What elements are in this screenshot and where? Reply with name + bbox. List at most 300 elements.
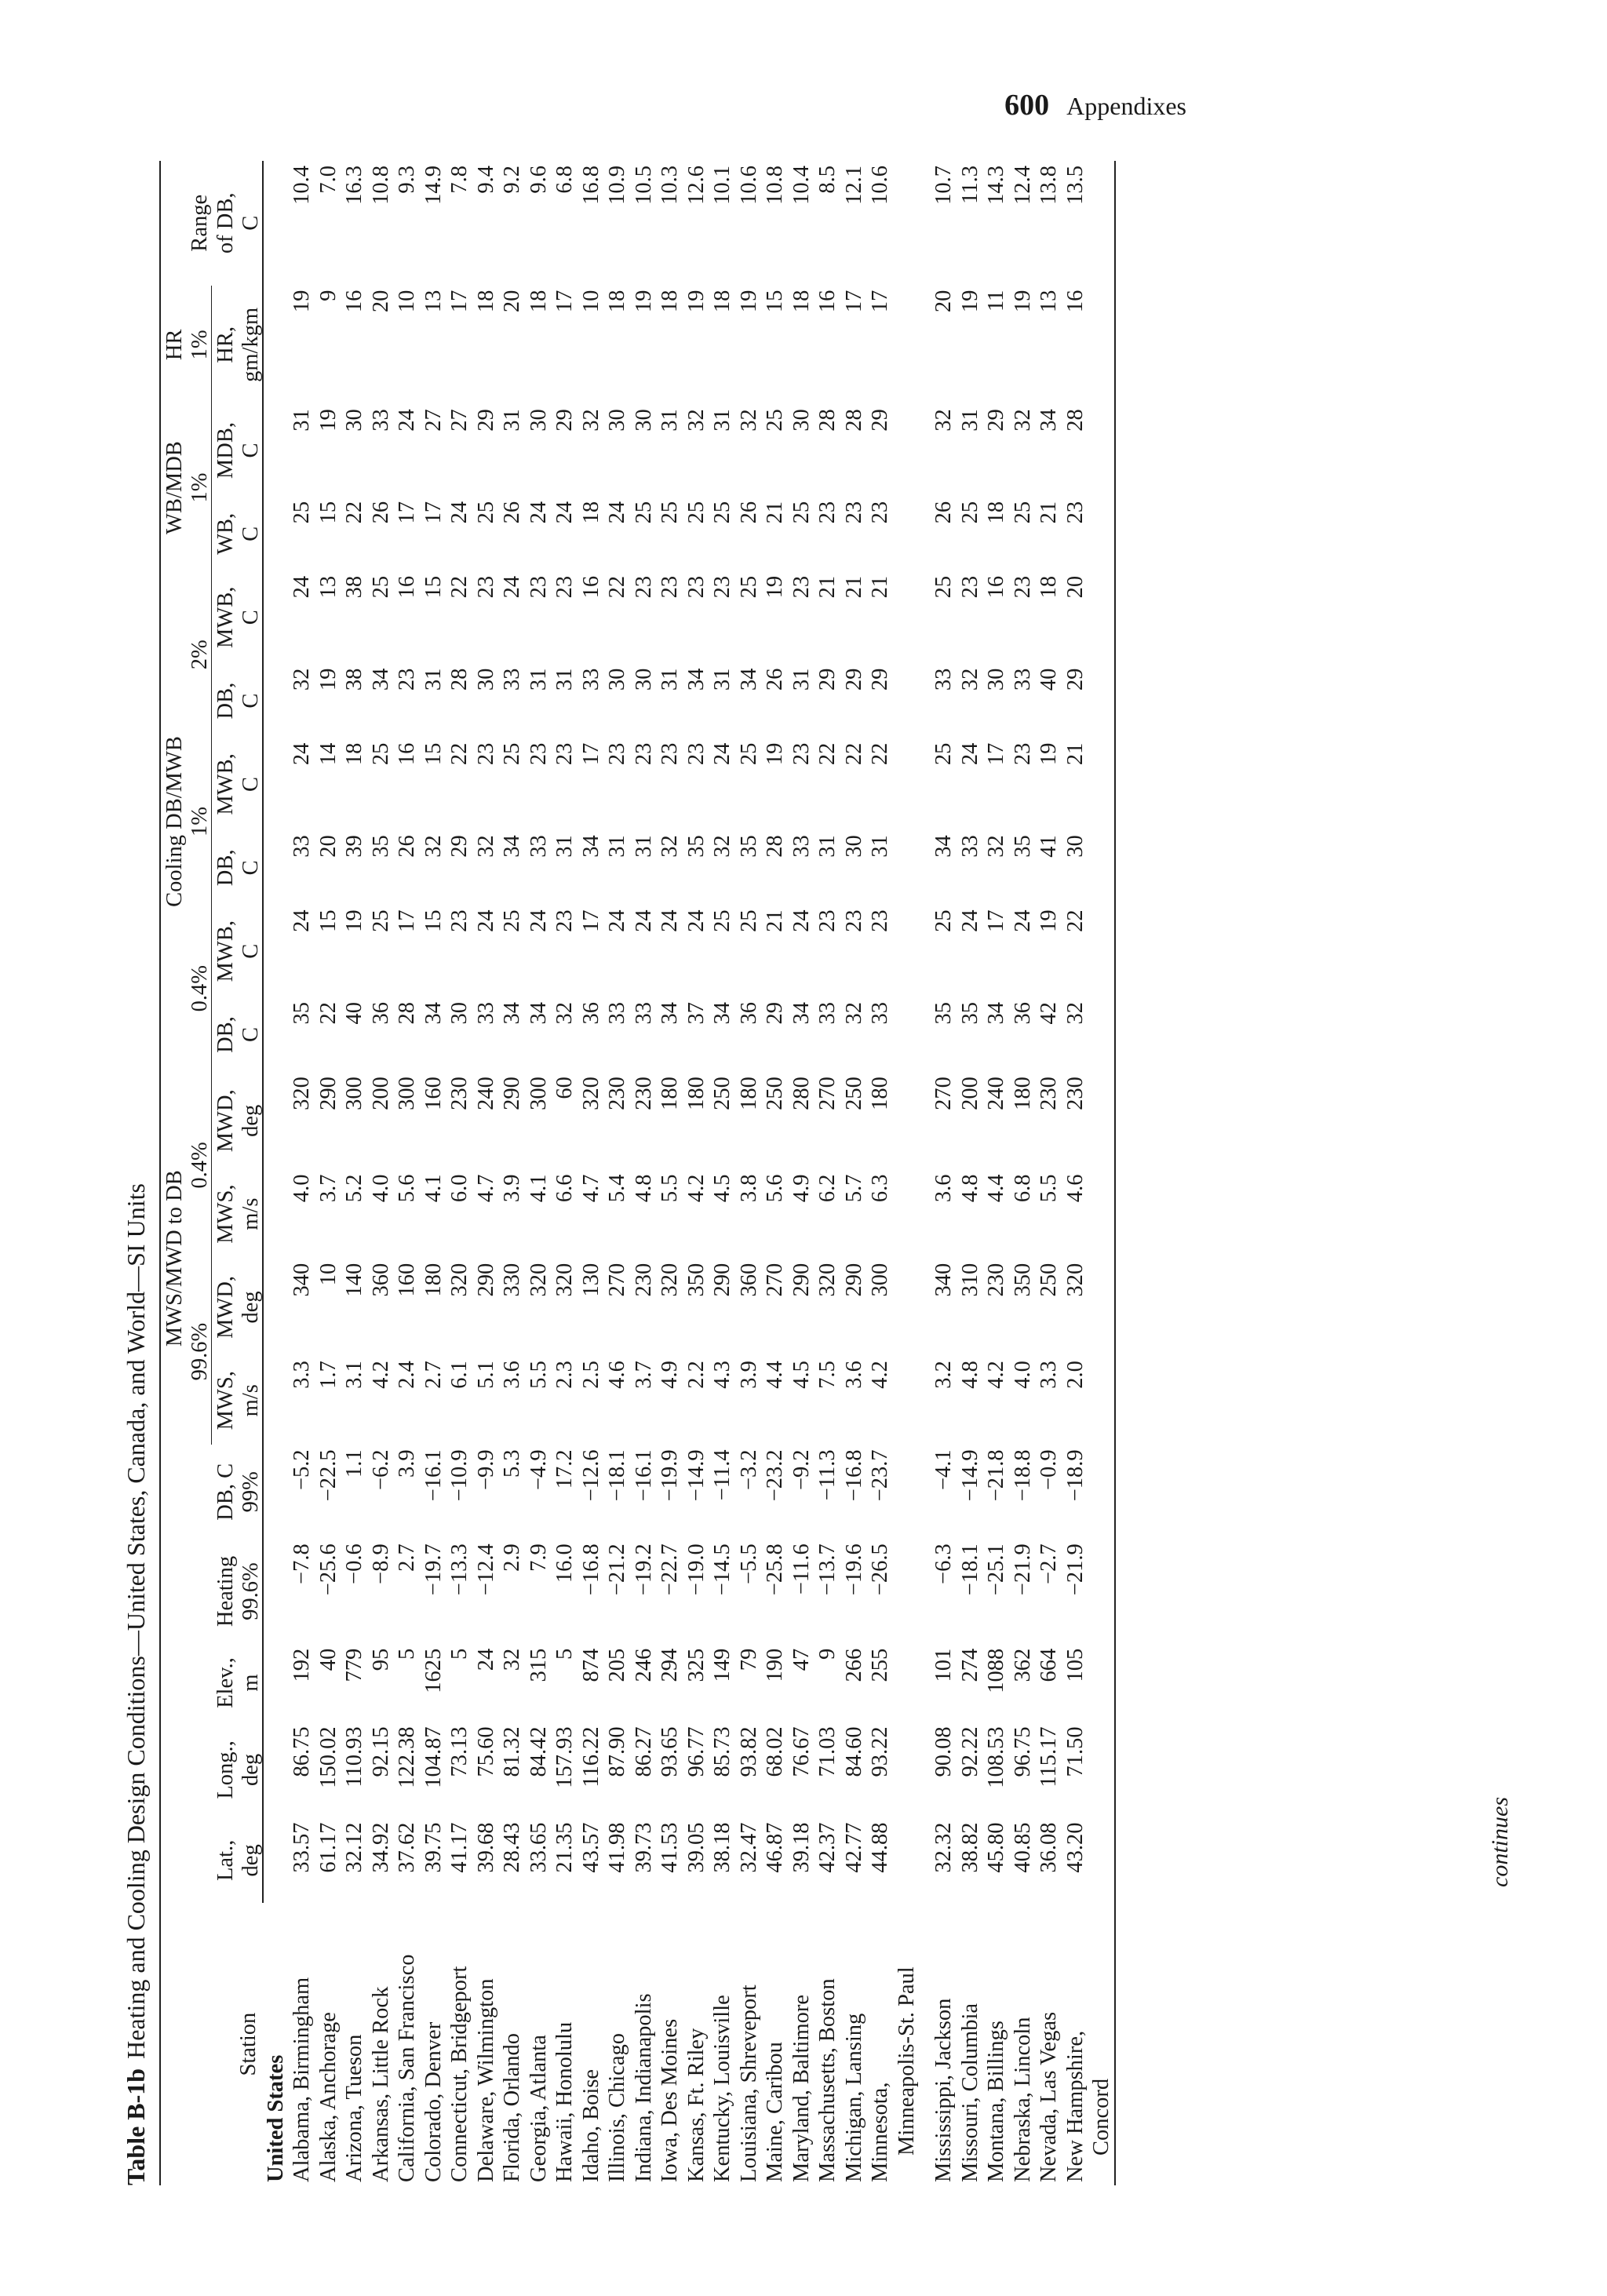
table-cell: 24 <box>1010 909 1035 932</box>
table-cell: 294 <box>658 1648 682 1682</box>
table-cell: 19 <box>1037 909 1061 932</box>
table-cell: 36 <box>578 1002 603 1025</box>
table-cell: 30 <box>447 1002 472 1025</box>
table-cell: 75.60 <box>473 1726 498 1777</box>
table-cell: 15 <box>315 501 341 524</box>
table-cell: 9.3 <box>395 166 419 194</box>
table-cell: 19 <box>763 742 787 766</box>
header-lat-unit: deg <box>237 1818 263 1904</box>
table-cell: 17 <box>578 909 603 932</box>
table-cell: −5.5 <box>736 1543 761 1584</box>
table-cell: 34 <box>1037 409 1061 432</box>
table-row <box>552 161 579 2185</box>
table-row <box>763 161 789 2185</box>
table-cell: 779 <box>342 1648 366 1682</box>
table-cell <box>894 1722 920 1817</box>
header-mws-a-unit: m/s <box>237 1356 263 1445</box>
table-cell: 18 <box>473 290 498 313</box>
table-cell: −19.9 <box>658 1449 682 1502</box>
table-cell: 25 <box>763 409 787 432</box>
table-cell <box>1089 997 1116 1072</box>
table-cell: 190 <box>763 1648 787 1682</box>
table-cell: 26 <box>368 501 393 524</box>
header-mws-a: MWS, <box>213 1371 238 1430</box>
table-cell: 32 <box>290 668 314 691</box>
table-cell: 23 <box>631 742 656 766</box>
table-cell: 360 <box>368 1263 393 1297</box>
table-cell: 274 <box>957 1648 982 1682</box>
table-cell: 40 <box>315 1648 341 1671</box>
table-cell: 5.1 <box>473 1361 498 1389</box>
table-cell: 18 <box>710 290 734 313</box>
station-name: Florida, Orlando <box>500 2033 524 2182</box>
table-cell: 230 <box>447 1077 472 1110</box>
table-cell: 10.4 <box>290 166 314 205</box>
table-cell <box>894 1356 920 1445</box>
table-cell: 157.93 <box>552 1726 577 1788</box>
table-cell <box>894 1818 920 1904</box>
table-cell: 14 <box>315 742 341 766</box>
table-cell: 6.6 <box>552 1174 577 1203</box>
header-db-04-unit: C <box>237 997 263 1072</box>
table-cell: 32 <box>658 835 682 858</box>
table-cell: 340 <box>931 1263 956 1297</box>
station-name: Michigan, Lansing <box>841 2013 866 2182</box>
table-cell: −10.9 <box>447 1449 472 1502</box>
table-cell: 20 <box>1062 575 1088 599</box>
table-cell: 34 <box>578 835 603 858</box>
table-cell: 240 <box>473 1077 498 1110</box>
table-cell: 23 <box>868 501 892 524</box>
header-db-1: DB, <box>213 849 238 887</box>
table-cell: 5.6 <box>395 1174 419 1203</box>
table-cell: −16.1 <box>421 1449 446 1502</box>
table-row <box>841 161 868 2185</box>
table-cell: 320 <box>526 1263 551 1297</box>
table-cell: 22 <box>342 501 366 524</box>
table-cell: 35 <box>736 835 761 858</box>
table-cell: 33 <box>957 835 982 858</box>
table-cell: 28 <box>763 835 787 858</box>
header-mws-99-6: 99.6% <box>186 1259 212 1445</box>
table-cell: 270 <box>815 1077 840 1110</box>
header-mwb-2: MWB, <box>213 586 238 648</box>
table-cell: 25 <box>931 909 956 932</box>
table-cell: 25 <box>368 909 393 932</box>
table-cell: 266 <box>841 1648 866 1682</box>
table-cell: 32 <box>683 409 709 432</box>
table-cell: 4.7 <box>473 1174 498 1203</box>
table-cell: 3.9 <box>500 1174 524 1203</box>
table-cell: 4.2 <box>984 1361 1008 1389</box>
table-cell: 39.73 <box>631 1822 656 1873</box>
table-cell: 25 <box>736 575 761 599</box>
table-cell: 2.3 <box>552 1361 577 1389</box>
table-cell: 18 <box>789 290 814 313</box>
table-cell: 33 <box>500 668 524 691</box>
table-cell: 32 <box>1010 409 1035 432</box>
table-cell <box>1089 830 1116 905</box>
station-name: Maine, Caribou <box>763 2042 787 2182</box>
table-cell: 29 <box>868 409 892 432</box>
table-cell: 29 <box>447 835 472 858</box>
header-heating-unit: 99.6% <box>237 1539 263 1644</box>
table-cell: −6.2 <box>368 1449 393 1491</box>
running-header <box>1004 88 1186 122</box>
table-cell: 35 <box>1010 835 1035 858</box>
table-cell: 5.6 <box>763 1174 787 1203</box>
table-cell: 13 <box>1037 290 1061 313</box>
station-name: Connecticut, Bridgeport <box>447 1966 472 2182</box>
table-cell: 31 <box>605 835 629 858</box>
table-cell: 280 <box>789 1077 814 1110</box>
table-cell: 7.9 <box>526 1543 551 1572</box>
table-cell: 25 <box>290 501 314 524</box>
table-cell: 25 <box>500 742 524 766</box>
table-cell: 37 <box>683 1002 709 1025</box>
header-range-line1: Range <box>188 194 212 252</box>
table-cell: 19 <box>763 575 787 599</box>
table-cell: 36 <box>368 1002 393 1025</box>
page-number: 600 <box>1004 89 1050 122</box>
table-cell: 81.32 <box>500 1726 524 1777</box>
table-cell: 240 <box>984 1077 1008 1110</box>
table-cell: 40 <box>342 1002 366 1025</box>
table-cell: 12.6 <box>683 166 709 205</box>
table-cell: 21 <box>868 575 892 599</box>
table-cell: 230 <box>1037 1077 1061 1110</box>
table-cell: 24 <box>683 909 709 932</box>
table-cell: 20 <box>500 290 524 313</box>
station-name: Missouri, Columbia <box>957 2003 982 2182</box>
table-cell: 4.9 <box>658 1361 682 1389</box>
table-cell: 47 <box>789 1648 814 1671</box>
table-cell: 15 <box>421 909 446 932</box>
table-cell: 10.6 <box>868 166 892 205</box>
table-cell: 16 <box>984 575 1008 599</box>
table-cell: 93.82 <box>736 1726 761 1777</box>
table-cell: 10.8 <box>763 166 787 205</box>
table-cell: 31 <box>868 835 892 858</box>
table-cell: 29 <box>1062 668 1088 691</box>
table-cell: 30 <box>526 409 551 432</box>
table-cell: 290 <box>473 1263 498 1297</box>
table-cell <box>894 1170 920 1259</box>
table-cell: 21.35 <box>552 1822 577 1873</box>
table-cell: 18 <box>578 501 603 524</box>
table-cell: 24 <box>957 742 982 766</box>
table-cell: 23 <box>957 575 982 599</box>
table-cell: 350 <box>683 1263 709 1297</box>
table-cell: 34 <box>736 668 761 691</box>
table-cell <box>1089 664 1116 738</box>
table-cell: 32 <box>552 1002 577 1025</box>
table-cell: 4.2 <box>368 1361 393 1389</box>
table-cell: 104.87 <box>421 1726 446 1788</box>
table-cell: 29 <box>473 409 498 432</box>
table-cell: 30 <box>789 409 814 432</box>
table-cell: 38 <box>342 668 366 691</box>
table-row <box>395 161 421 2185</box>
header-group-hr: HR <box>160 286 186 405</box>
table-cell: 23 <box>526 742 551 766</box>
table-cell: 1625 <box>421 1648 446 1693</box>
table-cell: 33 <box>368 409 393 432</box>
station-name: New Hampshire, <box>1062 2030 1088 2182</box>
table-cell: 23 <box>841 909 866 932</box>
table-cell: 874 <box>578 1648 603 1682</box>
table-cell: −12.4 <box>473 1543 498 1596</box>
table-cell: 180 <box>1010 1077 1035 1110</box>
header-dbc: DB, C <box>213 1463 238 1521</box>
header-mwb-1-unit: C <box>237 738 263 831</box>
table-cell: 26 <box>931 501 956 524</box>
table-cell: 37.62 <box>395 1822 419 1873</box>
table-cell: 25 <box>789 501 814 524</box>
table-cell: 2.0 <box>1062 1361 1088 1389</box>
table-cell: −3.2 <box>736 1449 761 1491</box>
header-mdb-unit: C <box>237 404 263 497</box>
table-cell: 10.1 <box>710 166 734 205</box>
table-cell: 250 <box>763 1077 787 1110</box>
table-cell: 39.68 <box>473 1822 498 1873</box>
table-cell: 21 <box>763 501 787 524</box>
table-cell: 320 <box>552 1263 577 1297</box>
table-cell: 24 <box>526 501 551 524</box>
table-cell: −9.2 <box>789 1449 814 1491</box>
table-cell: 16 <box>815 290 840 313</box>
table-cell: 17 <box>421 501 446 524</box>
station-name: Hawaii, Honolulu <box>552 2021 577 2182</box>
table-cell: 25 <box>368 742 393 766</box>
table-cell: 35 <box>957 1002 982 1025</box>
running-header-title: Appendixes <box>1066 92 1186 120</box>
table-cell: 39 <box>342 835 366 858</box>
table-cell: 18 <box>342 742 366 766</box>
table-cell <box>1089 738 1116 831</box>
table-cell: 25 <box>736 909 761 932</box>
header-heating: Heating <box>213 1555 238 1627</box>
table-cell: 150.02 <box>315 1726 341 1788</box>
table-cell: −19.7 <box>421 1543 446 1596</box>
table-cell: 25 <box>710 501 734 524</box>
table-cell: −13.3 <box>447 1543 472 1596</box>
table-cell: −22.5 <box>315 1449 341 1502</box>
table-cell <box>894 664 920 738</box>
table-cell: 19 <box>1037 742 1061 766</box>
table-row <box>815 161 842 2185</box>
table-cell: 61.17 <box>315 1822 341 1873</box>
table-cell: 33.57 <box>290 1822 314 1873</box>
table-cell: 28 <box>447 668 472 691</box>
table-row <box>789 161 815 2185</box>
table-cell: 15 <box>421 575 446 599</box>
table-row <box>957 161 984 2185</box>
table-cell: 10.8 <box>368 166 393 205</box>
table-row <box>500 161 527 2185</box>
table-cell: 25 <box>957 501 982 524</box>
table-cell: 46.87 <box>763 1822 787 1873</box>
table-cell: 4.0 <box>1010 1361 1035 1389</box>
table-cell: 32 <box>736 409 761 432</box>
table-cell: 4.2 <box>868 1361 892 1389</box>
table-cell: 28 <box>815 409 840 432</box>
table-cell: 320 <box>447 1263 472 1297</box>
header-cooling-0-4: 0.4% <box>186 905 212 1072</box>
table-cell: 2.2 <box>683 1361 709 1389</box>
table-cell: 16.8 <box>578 166 603 205</box>
station-name: Idaho, Boise <box>578 2068 603 2182</box>
table-cell: 23 <box>473 575 498 599</box>
table-cell: 4.3 <box>710 1361 734 1389</box>
table-cell: 71.50 <box>1062 1726 1088 1777</box>
table-cell: 22 <box>815 742 840 766</box>
station-name: Kansas, Ft. Riley <box>683 2028 709 2182</box>
table-row <box>315 161 342 2185</box>
station-name: Louisiana, Shreveport <box>736 1984 761 2182</box>
table-cell: 33.65 <box>526 1822 551 1873</box>
table-cell: 15 <box>421 742 446 766</box>
table-cell: 5.2 <box>342 1174 366 1203</box>
table-cell: 32 <box>473 835 498 858</box>
table-cell: 16 <box>395 742 419 766</box>
table-cell: 4.1 <box>421 1174 446 1203</box>
table-cell: 31 <box>957 409 982 432</box>
table-cell: 180 <box>868 1077 892 1110</box>
table-cell: 19 <box>683 290 709 313</box>
table-cell: 320 <box>658 1263 682 1297</box>
table-cell: 34.92 <box>368 1822 393 1873</box>
table-cell: 96.77 <box>683 1726 709 1777</box>
table-cell: 96.75 <box>1010 1726 1035 1777</box>
table-cell: −22.7 <box>658 1543 682 1596</box>
table-cell: 30 <box>984 668 1008 691</box>
table-cell: 33 <box>868 1002 892 1025</box>
table-cell: 39.05 <box>683 1822 709 1873</box>
table-cell: 350 <box>1010 1263 1035 1297</box>
table-cell: 32.12 <box>342 1822 366 1873</box>
header-mwb-04-unit: C <box>237 905 263 997</box>
header-wb-unit: C <box>237 497 263 571</box>
table-cell: 14.9 <box>421 166 446 205</box>
rotated-table-block <box>122 161 1487 2185</box>
table-cell <box>894 571 920 664</box>
table-row <box>683 161 710 2185</box>
table-cell: 9.6 <box>526 166 551 194</box>
table-cell: 41 <box>1037 835 1061 858</box>
table-cell: 23 <box>552 742 577 766</box>
table-cell: 3.9 <box>736 1361 761 1389</box>
table-cell: 12.4 <box>1010 166 1035 205</box>
table-cell: −5.2 <box>290 1449 314 1491</box>
table-cell: 10.6 <box>736 166 761 205</box>
table-cell: 2.4 <box>395 1361 419 1389</box>
header-cooling-2: 2% <box>186 571 212 738</box>
table-row <box>473 161 500 2185</box>
table-cell: 22 <box>447 575 472 599</box>
table-cell: 34 <box>658 1002 682 1025</box>
table-cell: 41.17 <box>447 1822 472 1873</box>
station-name: Alabama, Birmingham <box>290 1977 314 2182</box>
table-cell: −0.9 <box>1037 1449 1061 1491</box>
table-cell: 17 <box>841 290 866 313</box>
table-cell: 330 <box>500 1263 524 1297</box>
header-lat: Lat., <box>213 1839 238 1881</box>
table-cell: −26.5 <box>868 1543 892 1596</box>
table-cell: 300 <box>395 1077 419 1110</box>
table-cell: 68.02 <box>763 1726 787 1777</box>
table-cell <box>1089 571 1116 664</box>
table-cell: 33 <box>631 1002 656 1025</box>
header-mwb-2-unit: C <box>237 571 263 664</box>
table-cell: 85.73 <box>710 1726 734 1777</box>
table-cell: 320 <box>1062 1263 1088 1297</box>
header-group-cooling: Cooling DB/MWB <box>160 571 186 1072</box>
table-cell: 19 <box>631 290 656 313</box>
table-cell: 29 <box>763 1002 787 1025</box>
table-cell: 255 <box>868 1648 892 1682</box>
table-cell: −6.3 <box>931 1543 956 1584</box>
table-cell: 21 <box>815 575 840 599</box>
table-cell: −7.8 <box>290 1543 314 1584</box>
table-cell: 180 <box>736 1077 761 1110</box>
table-cell: 23 <box>789 742 814 766</box>
table-cell: 29 <box>868 668 892 691</box>
table-cell: 15 <box>315 909 341 932</box>
table-cell: 23 <box>868 909 892 932</box>
table-cell: 300 <box>868 1263 892 1297</box>
table-cell: 32 <box>500 1648 524 1671</box>
table-cell: 25 <box>500 909 524 932</box>
header-mws-0-4: 0.4% <box>186 1072 212 1259</box>
table-cell: 17 <box>447 290 472 313</box>
table-cell: 23 <box>815 501 840 524</box>
table-cell: 664 <box>1037 1648 1061 1682</box>
section-label: United States <box>264 2054 288 2182</box>
table-row <box>868 161 895 2185</box>
table-cell: 92.22 <box>957 1726 982 1777</box>
table-cell: 25 <box>1010 501 1035 524</box>
table-cell: 30 <box>631 409 656 432</box>
table-cell: 31 <box>526 668 551 691</box>
table-cell: 116.22 <box>578 1726 603 1788</box>
table-cell: 86.27 <box>631 1726 656 1777</box>
station-name: Delaware, Wilmington <box>473 1978 498 2182</box>
table-body <box>263 161 1115 2185</box>
table-cell: 3.8 <box>736 1174 761 1203</box>
table-cell: −4.1 <box>931 1449 956 1491</box>
table-cell <box>894 738 920 831</box>
table-cell: 4.5 <box>710 1174 734 1203</box>
table-row <box>658 161 684 2185</box>
table-cell: 23 <box>1062 501 1088 524</box>
table-cell: 1.7 <box>315 1361 341 1389</box>
table-cell: 5 <box>395 1648 419 1660</box>
table-cell: 2.9 <box>500 1543 524 1572</box>
table-cell: 20 <box>315 835 341 858</box>
table-cell: 32.47 <box>736 1822 761 1873</box>
table-row <box>710 161 737 2185</box>
table-cell: 23 <box>605 742 629 766</box>
header-wb-1: 1% <box>186 404 212 571</box>
table-cell: 24 <box>605 501 629 524</box>
table-cell: 250 <box>841 1077 866 1110</box>
header-dbc-unit: 99% <box>237 1445 263 1539</box>
table-cell: 300 <box>526 1077 551 1110</box>
table-cell: 250 <box>710 1077 734 1110</box>
table-cell: 31 <box>815 835 840 858</box>
header-mwb-04: MWB, <box>213 920 238 982</box>
